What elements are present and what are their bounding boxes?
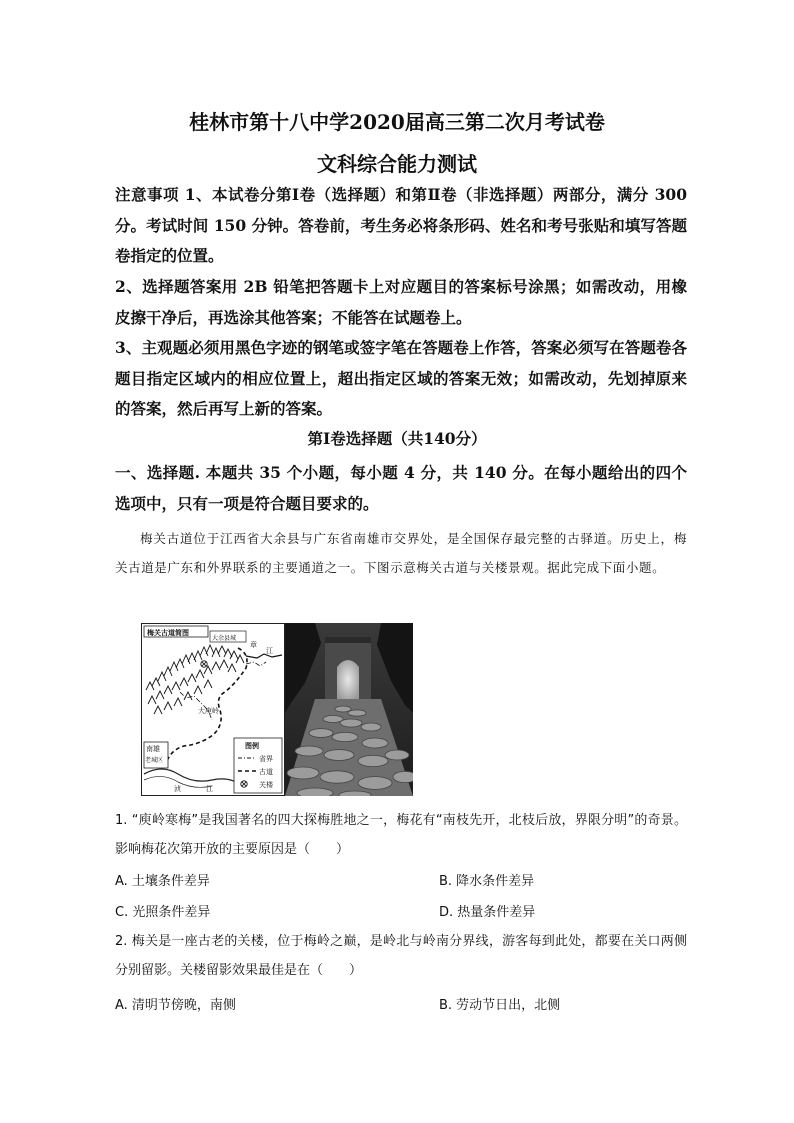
meiguan-map	[141, 623, 285, 796]
question-2-option-b: B. 劳动节日出，北侧	[439, 998, 561, 1013]
question-1-option-a: A. 土壤条件差异	[115, 874, 210, 889]
notice-item-3: 3、主观题必须用黑色字迹的钢笔或签字笔在答题卷上作答，答案必须写在答题卷各题目指定区域内的相应位置上，超出指定区域的答案无效；如需改动，先划掉原来的答案，然后再写上新的答案。	[115, 338, 687, 418]
part1-heading: 第Ⅰ卷选择题（共140分）	[307, 429, 487, 448]
question-1-option-c: C. 光照条件差异	[115, 905, 211, 920]
exam-subtitle: 文科综合能力测试	[317, 152, 477, 176]
label-old-town: 老城区	[145, 757, 164, 764]
question-1-option-d: D. 热量条件差异	[439, 905, 536, 920]
legend-title: 图例	[245, 742, 259, 750]
question-1-stem: 1. “庾岭寒梅”是我国著名的四大探梅胜地之一，梅花有“南枝先开，北枝后放，界限分明”的奇景。影响梅花次第开放的主要原因是（ ）	[115, 813, 687, 857]
notice-item-1: 注意事项 1、本试卷分第Ⅰ卷（选择题）和第Ⅱ卷（非选择题）两部分，满分 300 分。考试时间 150 分钟。答卷前，考生务必将条形码、姓名和考号张贴和填写答题卷指定的位置。	[115, 185, 687, 265]
label-zhang-1: 章	[250, 641, 257, 649]
label-nanxiong: 南雄	[146, 745, 160, 753]
exam-title: 桂林市第十八中学2020届高三第二次月考试卷	[189, 110, 605, 134]
label-zhang-2: 江	[266, 647, 273, 655]
label-dayu-county: 大余县城	[212, 635, 237, 642]
map-title: 梅关古道简图	[147, 629, 189, 637]
meiguan-figure	[141, 623, 413, 796]
question-2-option-a: A. 清明节傍晚，南侧	[115, 998, 236, 1013]
passage-text: 梅关古道位于江西省大余县与广东省南雄市交界处，是全国保存最完整的古驿道。历史上，梅关古道是广东和外界联系的主要通道之一。下图示意梅关古道与关楼景观。据此完成下面小题。	[115, 531, 687, 575]
label-zhen-1: 浈	[174, 785, 181, 793]
notice-item-2: 2、选择题答案用 2B 铅笔把答题卡上对应题目的答案标号涂黑；如需改动，用橡皮擦干净后，再选涂其他答案；不能答在试题卷上。	[115, 277, 687, 327]
question-1-option-b: B. 降水条件差异	[439, 874, 535, 889]
mountain-icons	[146, 645, 244, 714]
legend-boundary: 省界	[259, 755, 273, 763]
legend-gate: 关楼	[259, 781, 273, 789]
legend-road: 古道	[259, 768, 273, 776]
label-dayu-ridge: 大庾岭	[198, 707, 219, 715]
label-zhen-2: 江	[206, 785, 213, 793]
part1-instructions: 一、选择题. 本题共 35 个小题，每小题 4 分，共 140 分。在每小题给出的四个选项中，只有一项是符合题目要求的。	[115, 463, 687, 513]
gate-photo	[285, 623, 413, 796]
gate-photo-drawing	[285, 623, 413, 796]
question-2-stem: 2. 梅关是一座古老的关楼，位于梅岭之巅，是岭北与岭南分界线，游客每到此处，都要在关口两侧分别留影。关楼留影效果最佳是在（ ）	[115, 934, 687, 978]
